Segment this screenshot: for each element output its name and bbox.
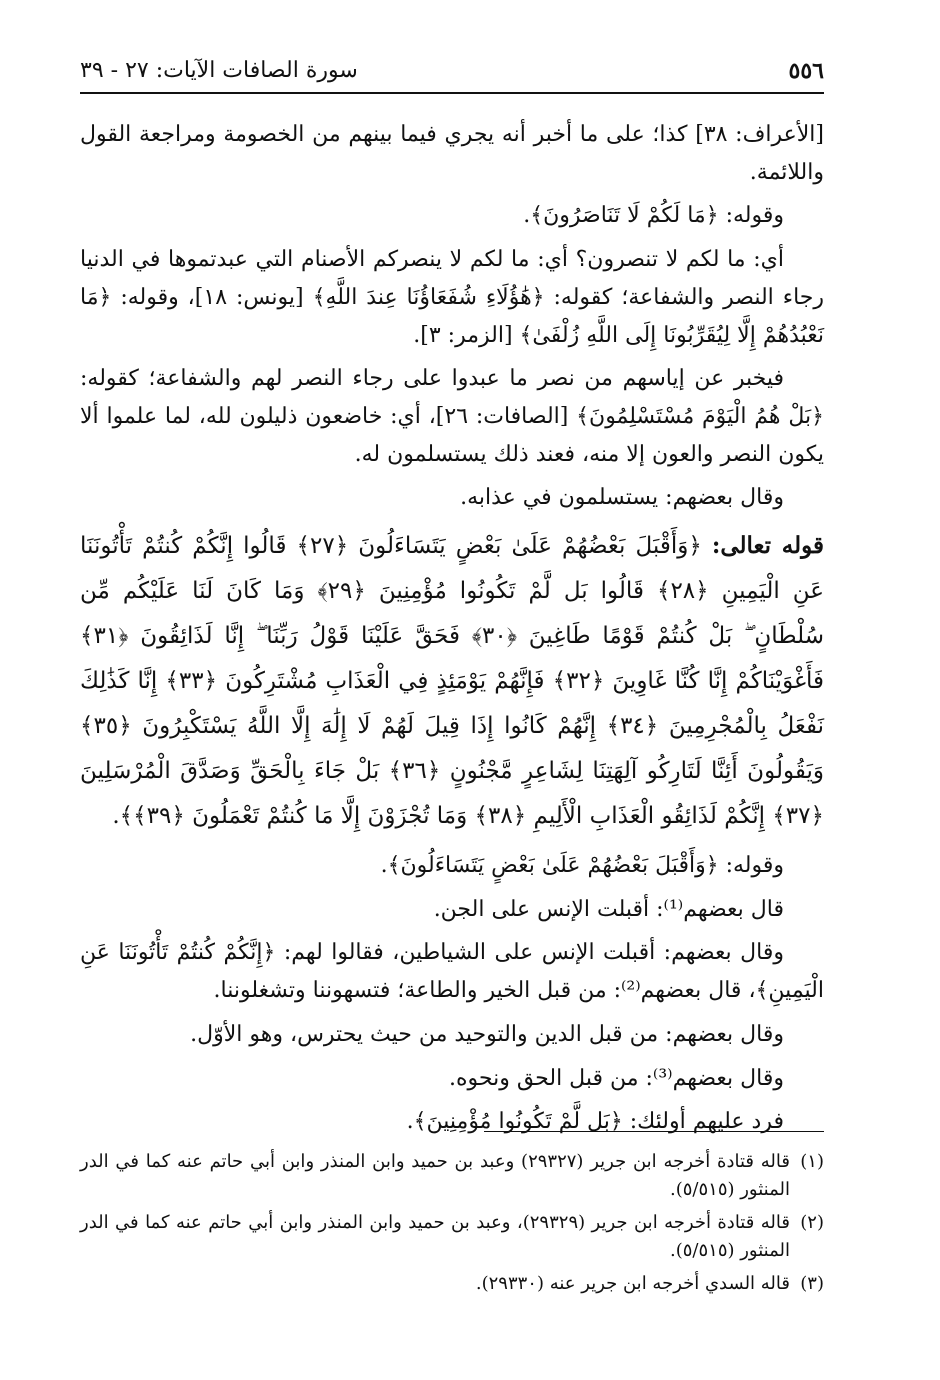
paragraph-10: وقال بعضهم: من قبل الدين والتوحيد من حيث يحترس، وهو الأوّل. [190, 1021, 784, 1047]
quran-verses-block [80, 523, 824, 839]
running-title: سورة الصافات الآيات: ٢٧ - ٣٩ [80, 58, 358, 83]
footnotes [80, 1148, 824, 1303]
footnote-text: قاله قتادة أخرجه ابن جرير (٢٩٣٢٧) وعبد بن حميد وابن المنذر وابن أبي حاتم عنه كما في الدر المنثور (٥/٥١٥). [80, 1151, 790, 1200]
verse-lead: قوله تعالى: [711, 532, 825, 560]
paragraph-7: وقوله: ﴿وَأَقْبَلَ بَعْضُهُمْ عَلَىٰ بَعْضٍ يَتَسَاءَلُونَ﴾. [380, 853, 784, 879]
page-header [80, 56, 824, 94]
verse-text: ﴿وَأَقْبَلَ بَعْضُهُمْ عَلَىٰ بَعْضٍ يَتَسَاءَلُونَ ﴿٢٧﴾ قَالُوا إِنَّكُمْ كُنتُمْ تَأْتُونَنَا عَنِ الْيَمِينِ ﴿٢٨﴾ قَالُوا بَل لَّمْ تَكُونُوا مُؤْمِنِينَ ﴿٢٩﴾ وَمَا كَانَ لَنَا عَلَيْكُم مِّن سُلْطَانٍ ۖ بَلْ كُنتُمْ قَوْمًا طَاغِينَ ﴿٣٠﴾ فَحَقَّ عَلَيْنَا قَوْلُ رَبِّنَا ۖ إِنَّا لَذَائِقُونَ ﴿٣١﴾ فَأَغْوَيْنَاكُمْ إِنَّا كُنَّا غَاوِينَ ﴿٣٢﴾ فَإِنَّهُمْ يَوْمَئِذٍ فِي الْعَذَابِ مُشْتَرِكُونَ ﴿٣٣﴾ إِنَّا كَذَٰلِكَ نَفْعَلُ بِالْمُجْرِمِينَ ﴿٣٤﴾ إِنَّهُمْ كَانُوا إِذَا قِيلَ لَهُمْ لَا إِلَٰهَ إِلَّا اللَّهُ يَسْتَكْبِرُونَ ﴿٣٥﴾ وَيَقُولُونَ أَئِنَّا لَتَارِكُو آلِهَتِنَا لِشَاعِرٍ مَّجْنُونٍ ﴿٣٦﴾ بَلْ جَاءَ بِالْحَقِّ وَصَدَّقَ الْمُرْسَلِينَ ﴿٣٧﴾ إِنَّكُمْ لَذَائِقُو الْعَذَابِ الْأَلِيمِ ﴿٣٨﴾ وَمَا تُجْزَوْنَ إِلَّا مَا كُنتُمْ تَعْمَلُونَ ﴿٣٩﴾﴾. [80, 533, 825, 830]
paragraph-8: قال بعضهم⁽¹⁾: أقبلت الإنس على الجن. [433, 896, 784, 922]
paragraph-11: وقال بعضهم⁽³⁾: من قبل الحق ونحوه. [449, 1065, 784, 1091]
paragraph-12: فرد عليهم أولئك: ﴿بَل لَّمْ تَكُونُوا مُؤْمِنِينَ﴾. [406, 1109, 784, 1135]
footnote-1 [80, 1148, 824, 1204]
footnote-2 [80, 1209, 824, 1265]
footnote-3 [80, 1270, 824, 1298]
footnote-text: قاله قتادة أخرجه ابن جرير (٢٩٣٢٩)، وعبد بن حميد وابن المنذر وابن أبي حاتم عنه كما في الدر المنثور (٥/٥١٥). [80, 1212, 790, 1261]
footnote-text: قاله السدي أخرجه ابن جرير عنه (٢٩٣٣٠). [475, 1273, 790, 1294]
paragraph-1: [الأعراف: ٣٨] كذا؛ على ما أخبر أنه يجري فيما بينهم من الخصومة ومراجعة القول واللائمة. [80, 122, 824, 185]
body-text [80, 116, 824, 1147]
paragraph-2: وقوله: ﴿مَا لَكُمْ لَا تَنَاصَرُونَ﴾. [523, 203, 784, 229]
page-number: ٥٥٦ [788, 58, 824, 84]
paragraph-5: وقال بعضهم: يستسلمون في عذابه. [460, 485, 784, 511]
footnote-number: (٣) [800, 1273, 824, 1294]
footnote-separator [484, 1131, 824, 1132]
paragraph-4: فيخبر عن إياسهم من نصر ما عبدوا على رجاء النصر لهم والشفاعة؛ كقوله: ﴿بَلْ هُمُ الْيَوْمَ مُسْتَسْلِمُونَ﴾ [الصافات: ٢٦]، أي: خاضعون ذليلون لله، لما علموا ألا يكون النصر والعون إلا منه، فعند ذلك يستسلمون له. [80, 366, 824, 467]
paragraph-3: أي: ما لكم لا تنصرون؟ أي: ما لكم لا ينصركم الأصنام التي عبدتموها في الدنيا رجاء النصر والشفاعة؛ كقوله: ﴿هَٰؤُلَاءِ شُفَعَاؤُنَا عِندَ اللَّهِ﴾ [يونس: ١٨]، وقوله: ﴿مَا نَعْبُدُهُمْ إِلَّا لِيُقَرِّبُونَا إِلَى اللَّهِ زُلْفَىٰ﴾ [الزمر: ٣]. [80, 247, 824, 348]
paragraph-9: وقال بعضهم: أقبلت الإنس على الشياطين، فقالوا لهم: ﴿إِنَّكُمْ كُنتُمْ تَأْتُونَنَا عَنِ الْيَمِينِ﴾، قال بعضهم⁽²⁾: من قبل الخير والطاعة؛ فتسهوننا وتشغلوننا. [80, 940, 824, 1004]
footnote-number: (٢) [800, 1212, 824, 1233]
footnote-number: (١) [800, 1151, 824, 1172]
